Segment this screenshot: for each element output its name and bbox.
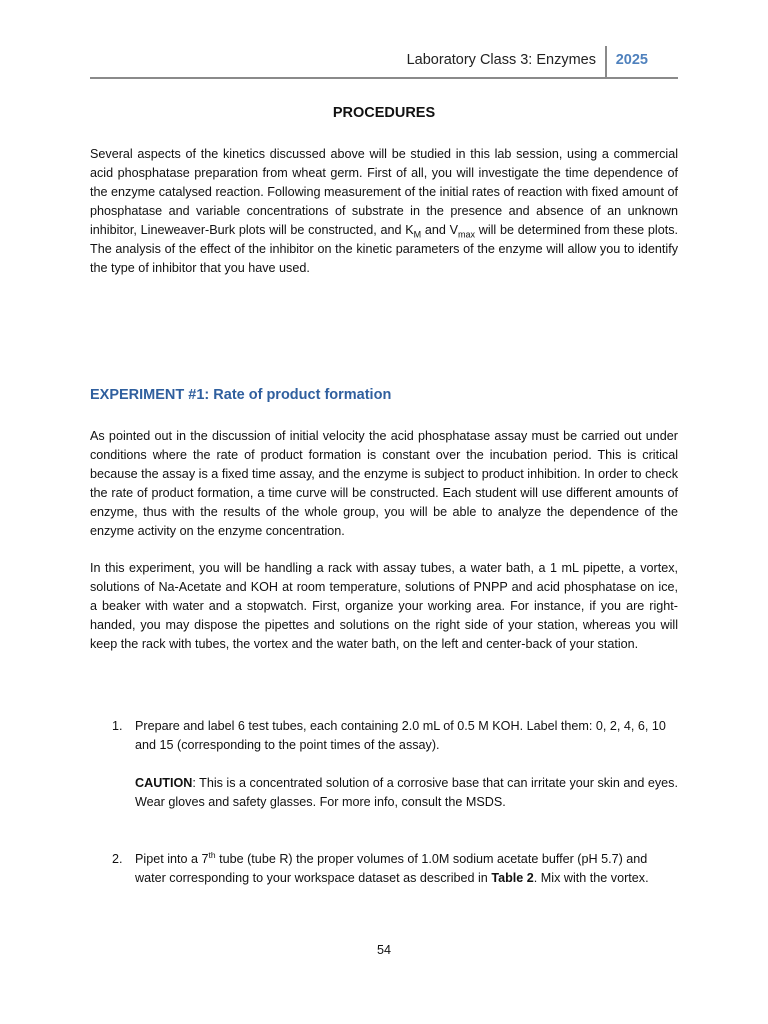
procedures-paragraph (90, 145, 678, 278)
header-title: Laboratory Class 3: Enzymes (406, 52, 596, 68)
header-separator (605, 46, 607, 78)
caution-label: CAUTION (135, 776, 193, 790)
experiment-1-paragraph-1: As pointed out in the discussion of initial velocity the acid phosphatase assay must be carried out under conditions where the rate of product formation is constant over the incubation period. This is critical because the assay is a fixed time assay, and the enzyme is subject to product inhibition. In order to check the rate of product formation, a time curve will be constructed. Each student will use different amounts of enzyme, thus with the results of the whole group, you will be able to analyze the dependence of the enzyme activity on the enzyme concentration. (90, 429, 678, 538)
step-2-text (135, 850, 678, 888)
header-year: 2025 (615, 52, 648, 68)
step-2-text-a: Pipet into a 7 (135, 852, 209, 866)
and-v-text: and V (421, 223, 458, 237)
table-2-reference: Table 2 (491, 871, 534, 885)
header-rule (90, 77, 678, 79)
step-1-caution (135, 774, 678, 812)
step-2-superscript: th (208, 849, 216, 860)
procedures-heading: PROCEDURES (332, 105, 436, 121)
procedures-text-2: will be determined from these plots. The analysis of the effect of the inhibitor on the kinetic parameters of the enzyme will allow you to identify the type of inhibitor that you have used. (90, 223, 678, 275)
step-2-number: 2. (112, 852, 123, 866)
experiment-1-title: EXPERIMENT #1: Rate of product formation (90, 387, 392, 403)
caution-text: : This is a concentrated solution of a corrosive base that can irritate your skin and eyes. Wear gloves and safety glasses. For more info, consult the MSDS. (135, 776, 678, 809)
page-header (90, 44, 678, 78)
step-2-text-b: tube (tube R) the proper volumes of 1.0M sodium acetate buffer (pH 5.7) and water corresponding to your workspace dataset as described in (135, 852, 648, 885)
vmax-subscript: max (458, 229, 476, 240)
procedures-text-1: Several aspects of the kinetics discussed above will be studied in this lab session, using a commercial acid phosphatase preparation from wheat germ. First of all, you will investigate the time dependence of the enzyme catalysed reaction. Following measurement of the initial rates of reaction with fixed amount of phosphatase and variable concentrations of substrate in the presence and absence of an unknown inhibitor, Lineweaver-Burk plots will be constructed, and K (90, 147, 678, 237)
step-2-text-c: . Mix with the vortex. (533, 871, 649, 885)
step-1-number: 1. (112, 719, 123, 733)
step-1-text: Prepare and label 6 test tubes, each containing 2.0 mL of 0.5 M KOH. Label them: 0, 2, 4, 6, 10 and 15 (corresponding to the point times of the assay). (135, 719, 666, 752)
km-subscript: M (413, 229, 422, 240)
page-number: 54 (376, 943, 391, 957)
experiment-1-paragraph-2: In this experiment, you will be handling a rack with assay tubes, a water bath, a 1 mL pipette, a vortex, solutions of Na-Acetate and KOH at room temperature, solutions of PNPP and acid phosphatase on ice, a beaker with water and a stopwatch. First, organize your working area. For instance, if you are right-handed, you may dispose the pipettes and solutions on the right side of your station, whereas you will keep the rack with tubes, the vortex and the water bath, on the left and center-back of your station. (90, 561, 678, 651)
